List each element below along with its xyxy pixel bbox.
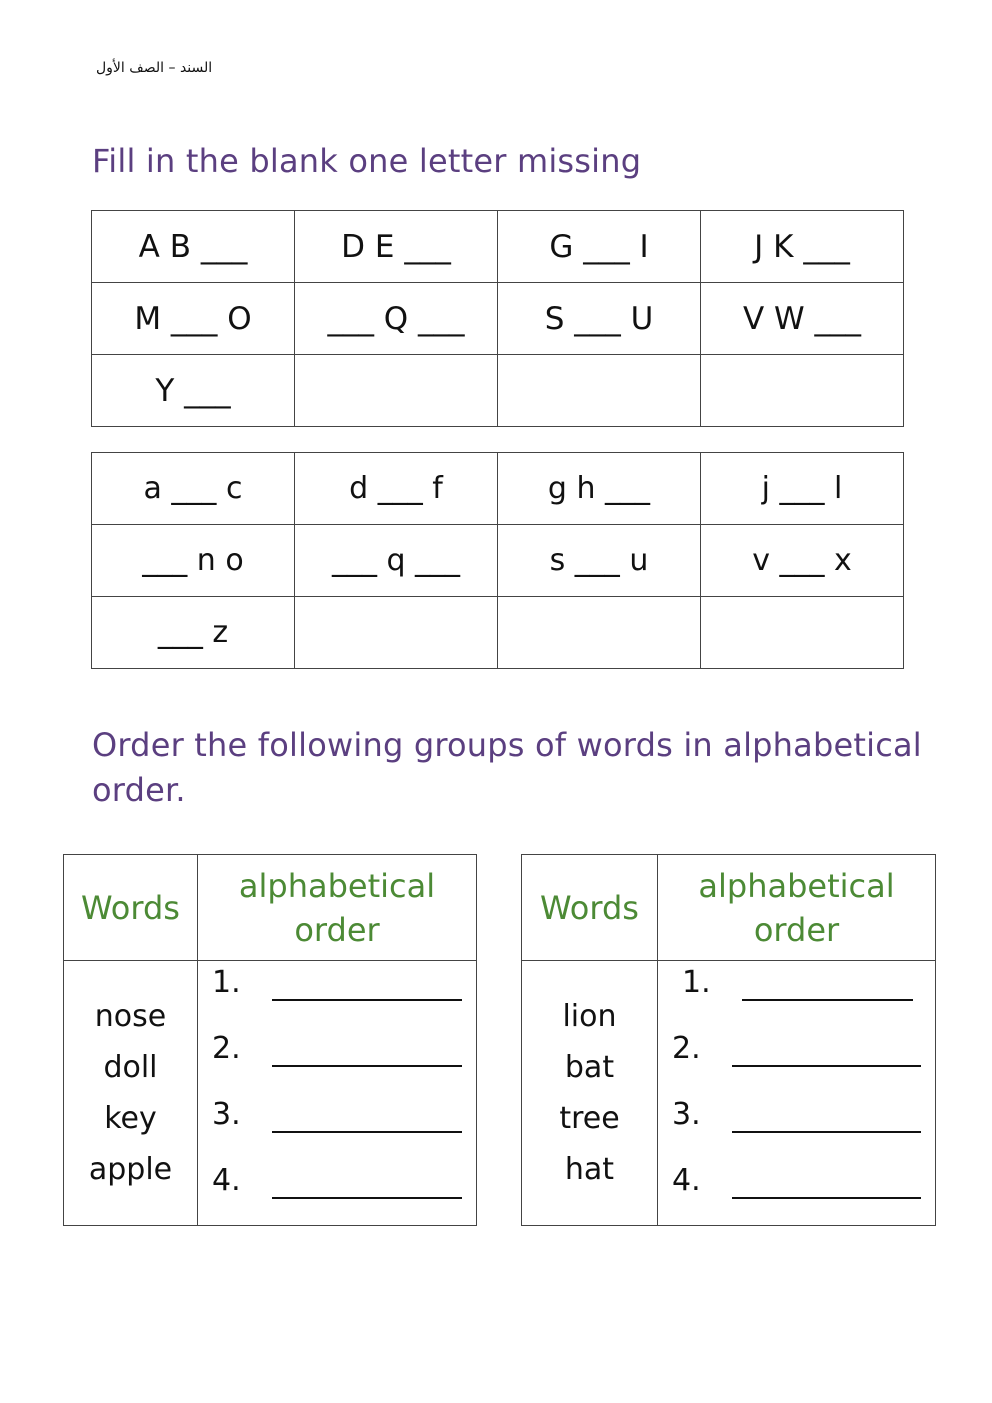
letter-cell: ___ z	[92, 597, 295, 669]
page-header-arabic: السند – الصف الأول	[96, 60, 213, 76]
word: apple	[88, 1152, 173, 1187]
answer-line[interactable]	[272, 1197, 462, 1199]
words-header: Words	[64, 855, 198, 961]
word-list	[64, 961, 198, 1226]
letter-cell: v ___ x	[701, 525, 904, 597]
answer-line[interactable]	[272, 1131, 462, 1133]
empty-cell	[701, 355, 904, 427]
word: tree	[559, 1101, 620, 1136]
letter-cell: J K ___	[701, 211, 904, 283]
answer-blanks	[198, 961, 477, 1226]
answer-line[interactable]	[732, 1065, 921, 1067]
alphabetical-order-header: alphabetical order	[658, 855, 936, 961]
lowercase-letter-grid	[91, 452, 904, 669]
letter-cell: d ___ f	[295, 453, 498, 525]
item-number: 2.	[212, 1031, 241, 1066]
uppercase-letter-grid	[91, 210, 904, 427]
answer-line[interactable]	[272, 1065, 462, 1067]
word: lion	[562, 999, 617, 1034]
letter-cell: j ___ l	[701, 453, 904, 525]
word: bat	[564, 1050, 615, 1085]
empty-cell	[701, 597, 904, 669]
letter-cell: D E ___	[295, 211, 498, 283]
word-list	[522, 961, 658, 1226]
letter-cell: ___ q ___	[295, 525, 498, 597]
item-number: 4.	[212, 1163, 241, 1198]
letter-cell: a ___ c	[92, 453, 295, 525]
item-number: 3.	[212, 1097, 241, 1132]
word: nose	[94, 999, 167, 1034]
words-header: Words	[522, 855, 658, 961]
letter-cell: V W ___	[701, 283, 904, 355]
answer-blanks	[658, 961, 936, 1226]
word-order-table-2	[521, 854, 936, 1226]
empty-cell	[498, 597, 701, 669]
answer-line[interactable]	[742, 999, 913, 1001]
answer-line[interactable]	[732, 1131, 921, 1133]
letter-cell: G ___ I	[498, 211, 701, 283]
item-number: 2.	[672, 1031, 701, 1066]
alphabetical-order-header: alphabetical order	[198, 855, 477, 961]
section1-title: Fill in the blank one letter missing	[92, 142, 642, 180]
empty-cell	[295, 355, 498, 427]
word: hat	[564, 1152, 615, 1187]
answer-line[interactable]	[732, 1197, 921, 1199]
answer-line[interactable]	[272, 999, 462, 1001]
letter-cell: A B ___	[92, 211, 295, 283]
word: doll	[103, 1050, 158, 1085]
section2-title: Order the following groups of words in alphabetical order.	[92, 726, 922, 809]
item-number: 4.	[672, 1163, 701, 1198]
letter-cell: g h ___	[498, 453, 701, 525]
empty-cell	[295, 597, 498, 669]
word: key	[104, 1101, 157, 1136]
letter-cell: M ___ O	[92, 283, 295, 355]
letter-cell: ___ n o	[92, 525, 295, 597]
letter-cell: S ___ U	[498, 283, 701, 355]
item-number: 3.	[672, 1097, 701, 1132]
letter-cell: ___ Q ___	[295, 283, 498, 355]
letter-cell: s ___ u	[498, 525, 701, 597]
empty-cell	[498, 355, 701, 427]
item-number: 1.	[212, 965, 241, 1000]
letter-cell: Y ___	[92, 355, 295, 427]
word-order-table-1	[63, 854, 477, 1226]
item-number: 1.	[682, 965, 711, 1000]
